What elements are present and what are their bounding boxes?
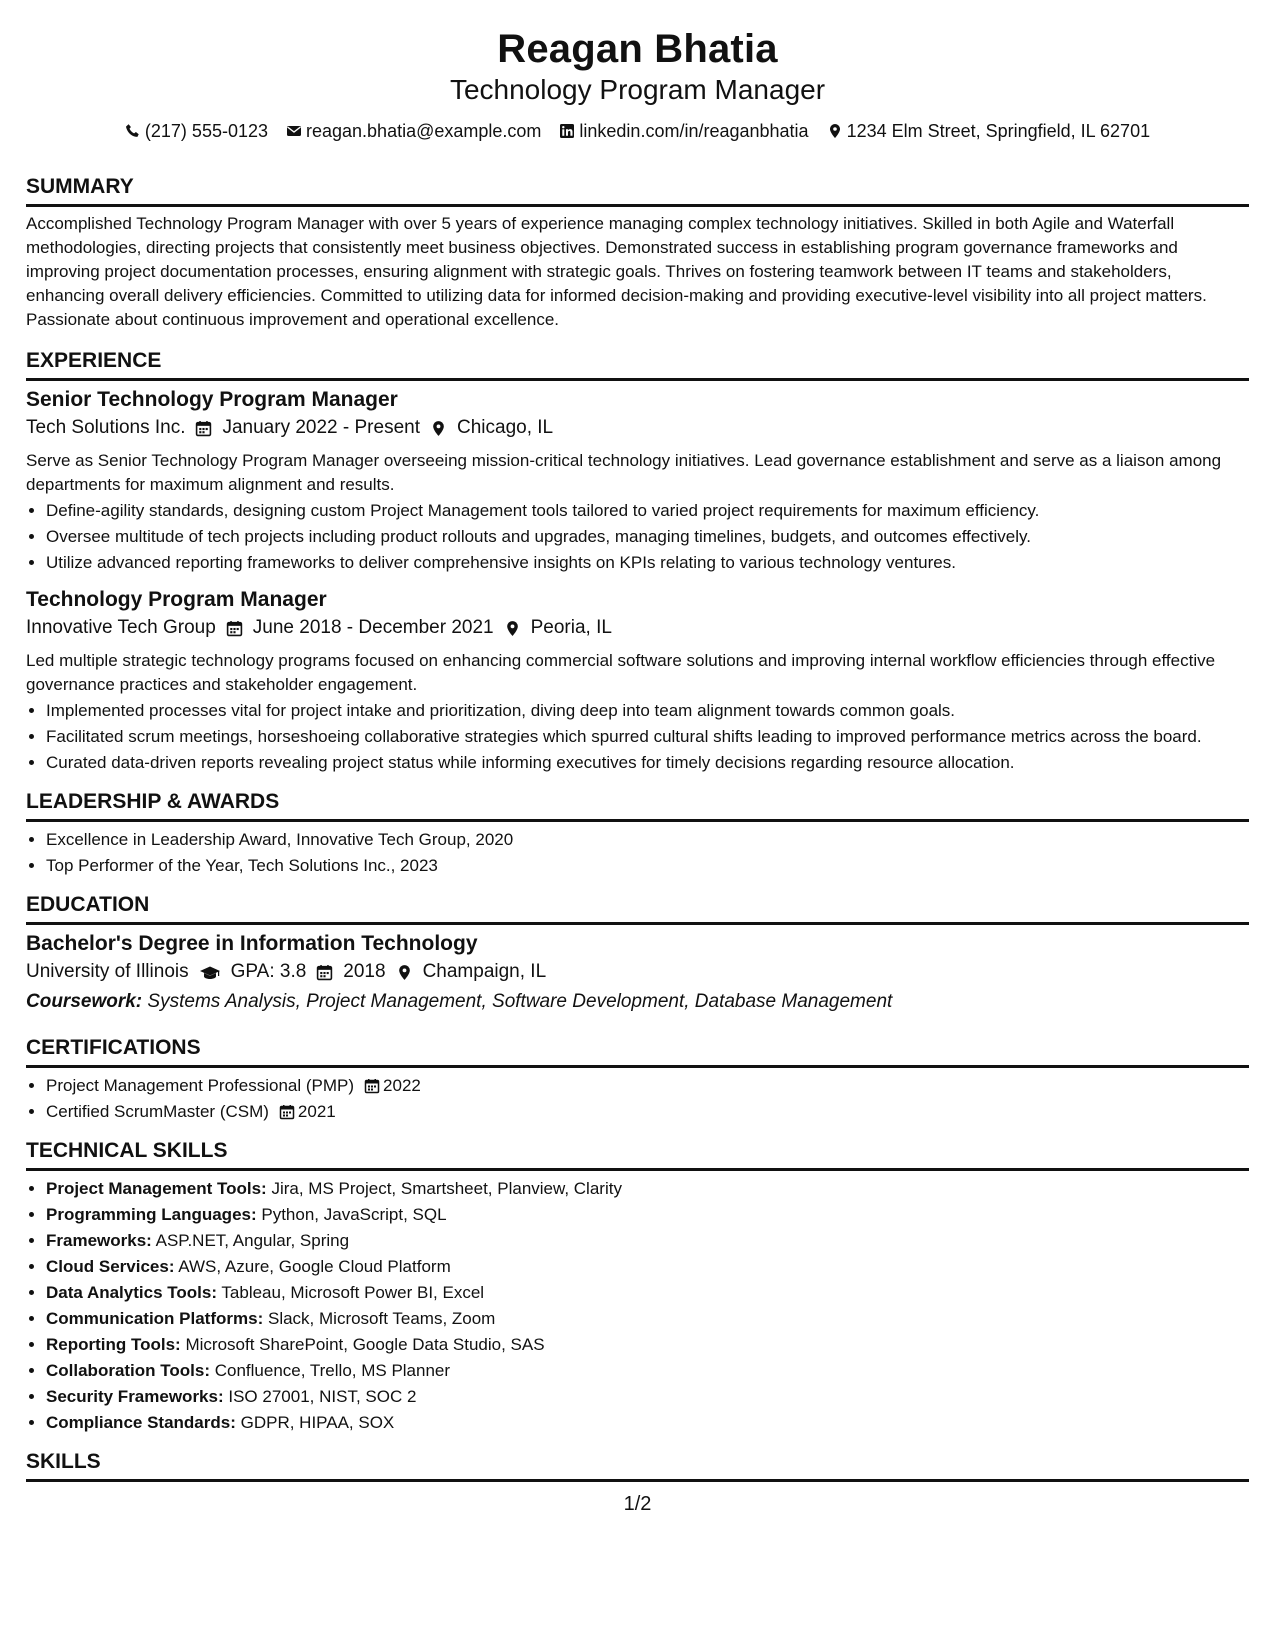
skill-label: Security Frameworks: xyxy=(46,1387,224,1406)
job-company: Tech Solutions Inc. xyxy=(26,417,186,438)
linkedin-icon xyxy=(559,123,575,139)
list-item: • Facilitated scrum meetings, horseshoeing collaborative strategies which spurred cultural shifts leading to improved performance metrics across the board. xyxy=(46,725,1249,749)
map-pin-icon xyxy=(430,420,447,437)
summary-heading: SUMMARY xyxy=(26,174,1249,207)
job-bullets xyxy=(26,699,1249,775)
list-item xyxy=(46,1385,1249,1409)
map-pin-icon xyxy=(396,964,413,981)
certification-year-group xyxy=(364,1074,421,1098)
skill-label: Programming Languages: xyxy=(46,1205,257,1224)
certification-year: 2022 xyxy=(383,1076,421,1095)
skill-label: Cloud Services: xyxy=(46,1257,175,1276)
list-item xyxy=(46,1255,1249,1279)
list-item xyxy=(46,1307,1249,1331)
list-item: • Utilize advanced reporting frameworks to deliver comprehensive insights on KPIs relating to various technology ventures. xyxy=(46,551,1249,575)
candidate-title: Technology Program Manager xyxy=(449,74,826,105)
gpa-value: GPA: 3.8 xyxy=(230,961,307,982)
contact-bar xyxy=(26,120,1249,142)
summary-section xyxy=(26,174,1249,332)
graduation-cap-icon xyxy=(199,964,221,981)
skill-label: Reporting Tools: xyxy=(46,1335,181,1354)
contact-phone xyxy=(125,120,268,142)
job-location: Peoria, IL xyxy=(530,617,612,638)
skill-value: Python, JavaScript, SQL xyxy=(261,1205,447,1224)
skills-section xyxy=(26,1449,1249,1482)
list-item xyxy=(46,1359,1249,1383)
job-dates: January 2022 - Present xyxy=(222,417,420,438)
job-description: Serve as Senior Technology Program Manager overseeing mission-critical technology initiatives. Lead governance establishment and serve as a liaison among departments for maximum alignment and results. xyxy=(26,451,1222,494)
list-item xyxy=(46,1074,1249,1098)
certification-row xyxy=(46,1100,336,1124)
contact-address xyxy=(827,120,1151,142)
skill-value: Slack, Microsoft Teams, Zoom xyxy=(267,1309,496,1328)
job-description: Led multiple strategic technology programs focused on enhancing commercial software solutions and improving internal workflow efficiencies through effective governance practices and stakeholder engagement. xyxy=(26,651,1216,694)
list-item xyxy=(46,1100,1249,1124)
calendar-icon xyxy=(364,1078,380,1094)
candidate-name: Reagan Bhatia xyxy=(497,27,778,71)
graduation-year: 2018 xyxy=(343,961,386,982)
education-heading: EDUCATION xyxy=(26,892,1249,925)
skills-heading: SKILLS xyxy=(26,1449,1249,1482)
certifications-section xyxy=(26,1035,1249,1124)
education-meta xyxy=(26,959,1249,985)
phone-text: (217) 555-0123 xyxy=(144,121,268,141)
degree-title: Bachelor's Degree in Information Technology xyxy=(26,932,478,955)
list-item: • Curated data-driven reports revealing project status while informing executives for timely decisions regarding resource allocation. xyxy=(46,751,1249,775)
coursework-text: Systems Analysis, Project Management, Software Development, Database Management xyxy=(147,991,893,1012)
list-item xyxy=(46,1333,1249,1357)
skill-label: Project Management Tools: xyxy=(46,1179,267,1198)
coursework-line xyxy=(26,989,1249,1015)
technical-skills-section xyxy=(26,1138,1249,1435)
certification-name: • Certified ScrumMaster (CSM) xyxy=(46,1102,269,1121)
job-meta xyxy=(26,415,1249,441)
list-item: • Define-agility standards, designing custom Project Management tools tailored to varied project requirements for maximum efficiency. xyxy=(46,499,1249,523)
job-company: Innovative Tech Group xyxy=(26,617,216,638)
linkedin-text[interactable]: linkedin.com/in/reaganbhatia xyxy=(579,121,809,141)
certifications-heading: CERTIFICATIONS xyxy=(26,1035,1249,1068)
experience-heading: EXPERIENCE xyxy=(26,348,1249,381)
certification-year: 2021 xyxy=(297,1102,336,1121)
education-section xyxy=(26,892,1249,1015)
envelope-icon xyxy=(286,123,302,139)
job-dates: June 2018 - December 2021 xyxy=(252,617,494,638)
skill-label: Frameworks: xyxy=(46,1231,152,1250)
skill-label: Compliance Standards: xyxy=(46,1413,236,1432)
job-title: Senior Technology Program Manager xyxy=(26,388,398,411)
job-entry xyxy=(26,387,1249,575)
certifications-list xyxy=(26,1074,1249,1124)
summary-text: Accomplished Technology Program Manager with over 5 years of experience managing complex technology initiatives. Skilled in both Agile and Waterfall methodologies, directing projects that consistently meet business objectives. Demonstrated success in establishing program governance frameworks and improving project documentation processes, ensuring alignment with strategic goals. Thrives on fostering teamwork between IT teams and stakeholders, enhancing overall delivery efficiencies. Committed to utilizing data for informed decision-making and providing executive-level visibility into all project matters. Passionate about continuous improvement and operational excellence. xyxy=(26,214,1207,329)
list-item: • Implemented processes vital for project intake and prioritization, diving deep into team alignment towards common goals. xyxy=(46,699,1249,723)
job-bullets xyxy=(26,499,1249,575)
skill-value: Jira, MS Project, Smartsheet, Planview, Clarity xyxy=(271,1179,622,1198)
skill-label: Collaboration Tools: xyxy=(46,1361,211,1380)
skill-label: Data Analytics Tools: xyxy=(46,1283,217,1302)
skill-value: Confluence, Trello, MS Planner xyxy=(214,1361,451,1380)
list-item xyxy=(46,1411,1249,1435)
contact-email[interactable] xyxy=(286,120,541,142)
school-name: University of Illinois xyxy=(26,961,189,982)
contact-linkedin[interactable] xyxy=(559,120,808,142)
skill-value: GDPR, HIPAA, SOX xyxy=(240,1413,395,1432)
skill-value: ASP.NET, Angular, Spring xyxy=(155,1231,350,1250)
list-item xyxy=(46,1229,1249,1253)
list-item: • Excellence in Leadership Award, Innovative Tech Group, 2020 xyxy=(46,828,1249,852)
certification-row xyxy=(46,1074,421,1098)
awards-heading: LEADERSHIP & AWARDS xyxy=(26,789,1249,822)
technical-skills-heading: TECHNICAL SKILLS xyxy=(26,1138,1249,1171)
page-number: 1/2 xyxy=(623,1493,652,1515)
phone-icon xyxy=(125,123,141,139)
skill-value: Microsoft SharePoint, Google Data Studio, SAS xyxy=(185,1335,545,1354)
calendar-icon xyxy=(279,1104,295,1120)
map-pin-icon xyxy=(504,620,521,637)
experience-section xyxy=(26,348,1249,775)
map-pin-icon xyxy=(827,123,843,139)
calendar-icon xyxy=(195,420,212,437)
coursework-label: Coursework: xyxy=(26,991,143,1012)
list-item xyxy=(46,1177,1249,1201)
skill-value: ISO 27001, NIST, SOC 2 xyxy=(228,1387,417,1406)
certification-year-group xyxy=(279,1100,336,1124)
school-location: Champaign, IL xyxy=(422,961,547,982)
skill-label: Communication Platforms: xyxy=(46,1309,264,1328)
job-title: Technology Program Manager xyxy=(26,588,327,611)
calendar-icon xyxy=(226,620,243,637)
technical-skills-list xyxy=(26,1177,1249,1435)
job-meta xyxy=(26,615,1249,641)
job-location: Chicago, IL xyxy=(457,417,554,438)
awards-list xyxy=(26,828,1249,878)
list-item: • Oversee multitude of tech projects including product rollouts and upgrades, managing timelines, budgets, and outcomes effectively. xyxy=(46,525,1249,549)
address-text: 1234 Elm Street, Springfield, IL 62701 xyxy=(846,121,1151,141)
certification-name: • Project Management Professional (PMP) xyxy=(46,1076,355,1095)
list-item xyxy=(46,1203,1249,1227)
email-text[interactable]: reagan.bhatia@example.com xyxy=(306,121,542,141)
skill-value: AWS, Azure, Google Cloud Platform xyxy=(178,1257,451,1276)
awards-section xyxy=(26,789,1249,878)
job-entry xyxy=(26,587,1249,775)
skill-value: Tableau, Microsoft Power BI, Excel xyxy=(221,1283,485,1302)
list-item xyxy=(46,1281,1249,1305)
calendar-icon xyxy=(316,964,333,981)
list-item: • Top Performer of the Year, Tech Solutions Inc., 2023 xyxy=(46,854,1249,878)
